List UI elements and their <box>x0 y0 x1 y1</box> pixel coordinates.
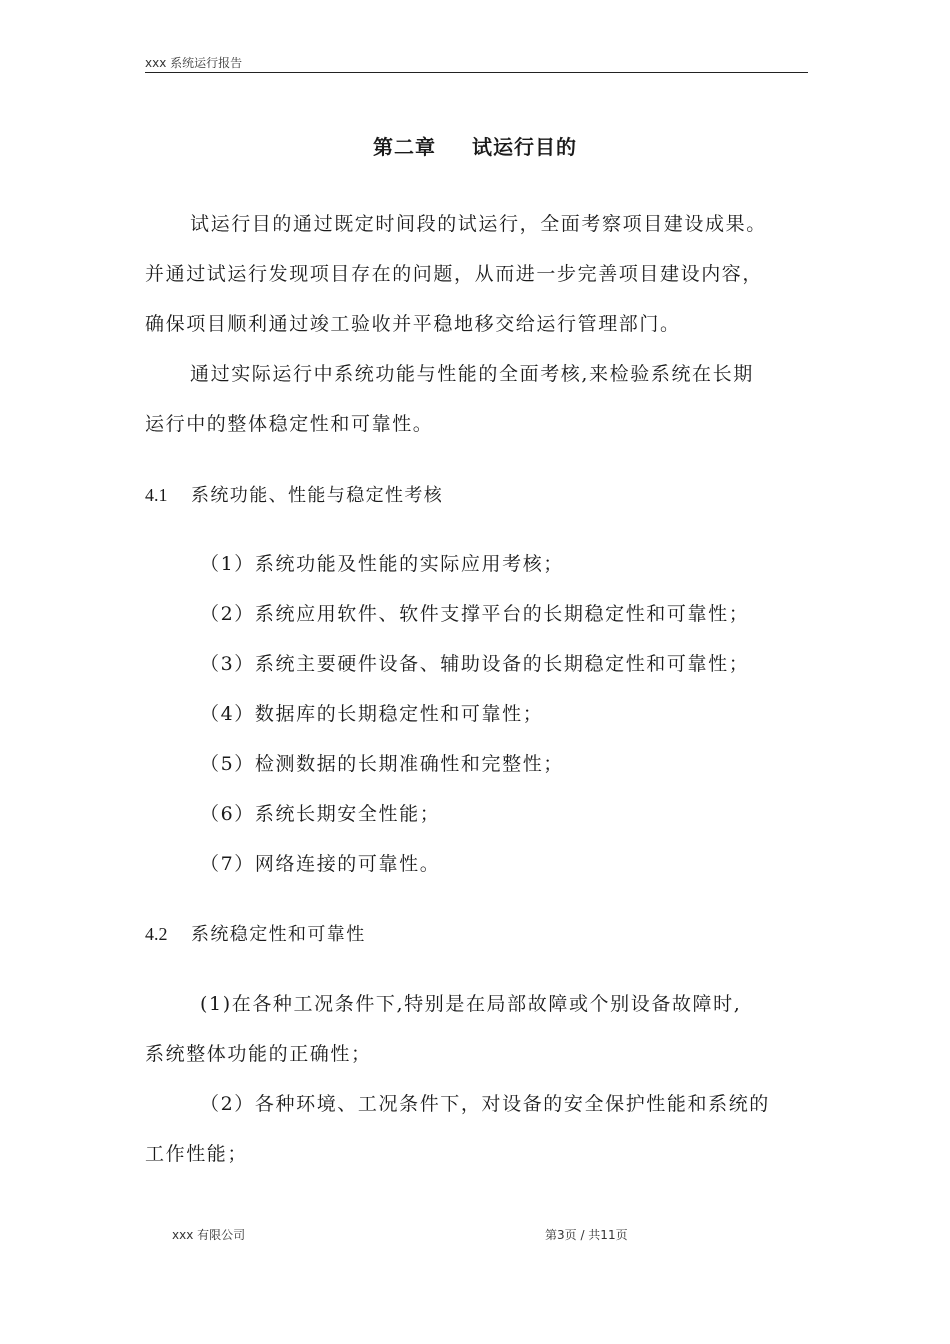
page-header <box>145 58 808 73</box>
s2-item1-line1: (1)在各种工况条件下,特别是在局部故障或个别设备故障时, <box>200 993 742 1015</box>
list-item: （1）系统功能及性能的实际应用考核； <box>200 553 564 575</box>
section-number: 4.2 <box>145 924 168 944</box>
list-item: （2）系统应用软件、软件支撑平台的长期稳定性和可靠性； <box>200 603 750 625</box>
intro-p2-line1: 通过实际运行中系统功能与性能的全面考核,来检验系统在长期 <box>190 363 754 385</box>
chapter-title <box>0 131 950 160</box>
header-title: xxx 系统运行报告 <box>145 56 243 70</box>
intro-p1-line3: 确保项目顺利通过竣工验收并平稳地移交给运行管理部门。 <box>145 313 681 335</box>
list-item: （7）网络连接的可靠性。 <box>200 853 441 875</box>
s2-item2-line2: 工作性能； <box>145 1143 249 1165</box>
intro-p1-line2: 并通过试运行发现项目存在的问题，从而进一步完善项目建设内容， <box>145 263 764 285</box>
section-heading-4-2 <box>145 920 366 946</box>
list-item: （5）检测数据的长期准确性和完整性； <box>200 753 564 775</box>
intro-p2-line2: 运行中的整体稳定性和可靠性。 <box>145 413 434 435</box>
footer-company: xxx 有限公司 <box>172 1228 246 1242</box>
section-number: 4.1 <box>145 485 168 505</box>
section-heading-4-1 <box>145 481 443 507</box>
section-title: 系统稳定性和可靠性 <box>191 924 366 945</box>
s2-item1-line2: 系统整体功能的正确性； <box>145 1043 372 1065</box>
list-item: （6）系统长期安全性能； <box>200 803 441 825</box>
list-item: （4）数据库的长期稳定性和可靠性； <box>200 703 544 725</box>
section-title: 系统功能、性能与稳定性考核 <box>191 485 444 506</box>
chapter-number: 第二章 <box>373 135 436 159</box>
chapter-name: 试运行目的 <box>472 135 577 159</box>
s2-item2-line1: （2）各种环境、工况条件下，对设备的安全保护性能和系统的 <box>200 1093 770 1115</box>
list-item: （3）系统主要硬件设备、辅助设备的长期稳定性和可靠性； <box>200 653 750 675</box>
intro-p1-line1: 试运行目的通过既定时间段的试运行，全面考察项目建设成果。 <box>190 213 767 235</box>
footer-page-number: 第3页 / 共11页 <box>545 1228 628 1242</box>
